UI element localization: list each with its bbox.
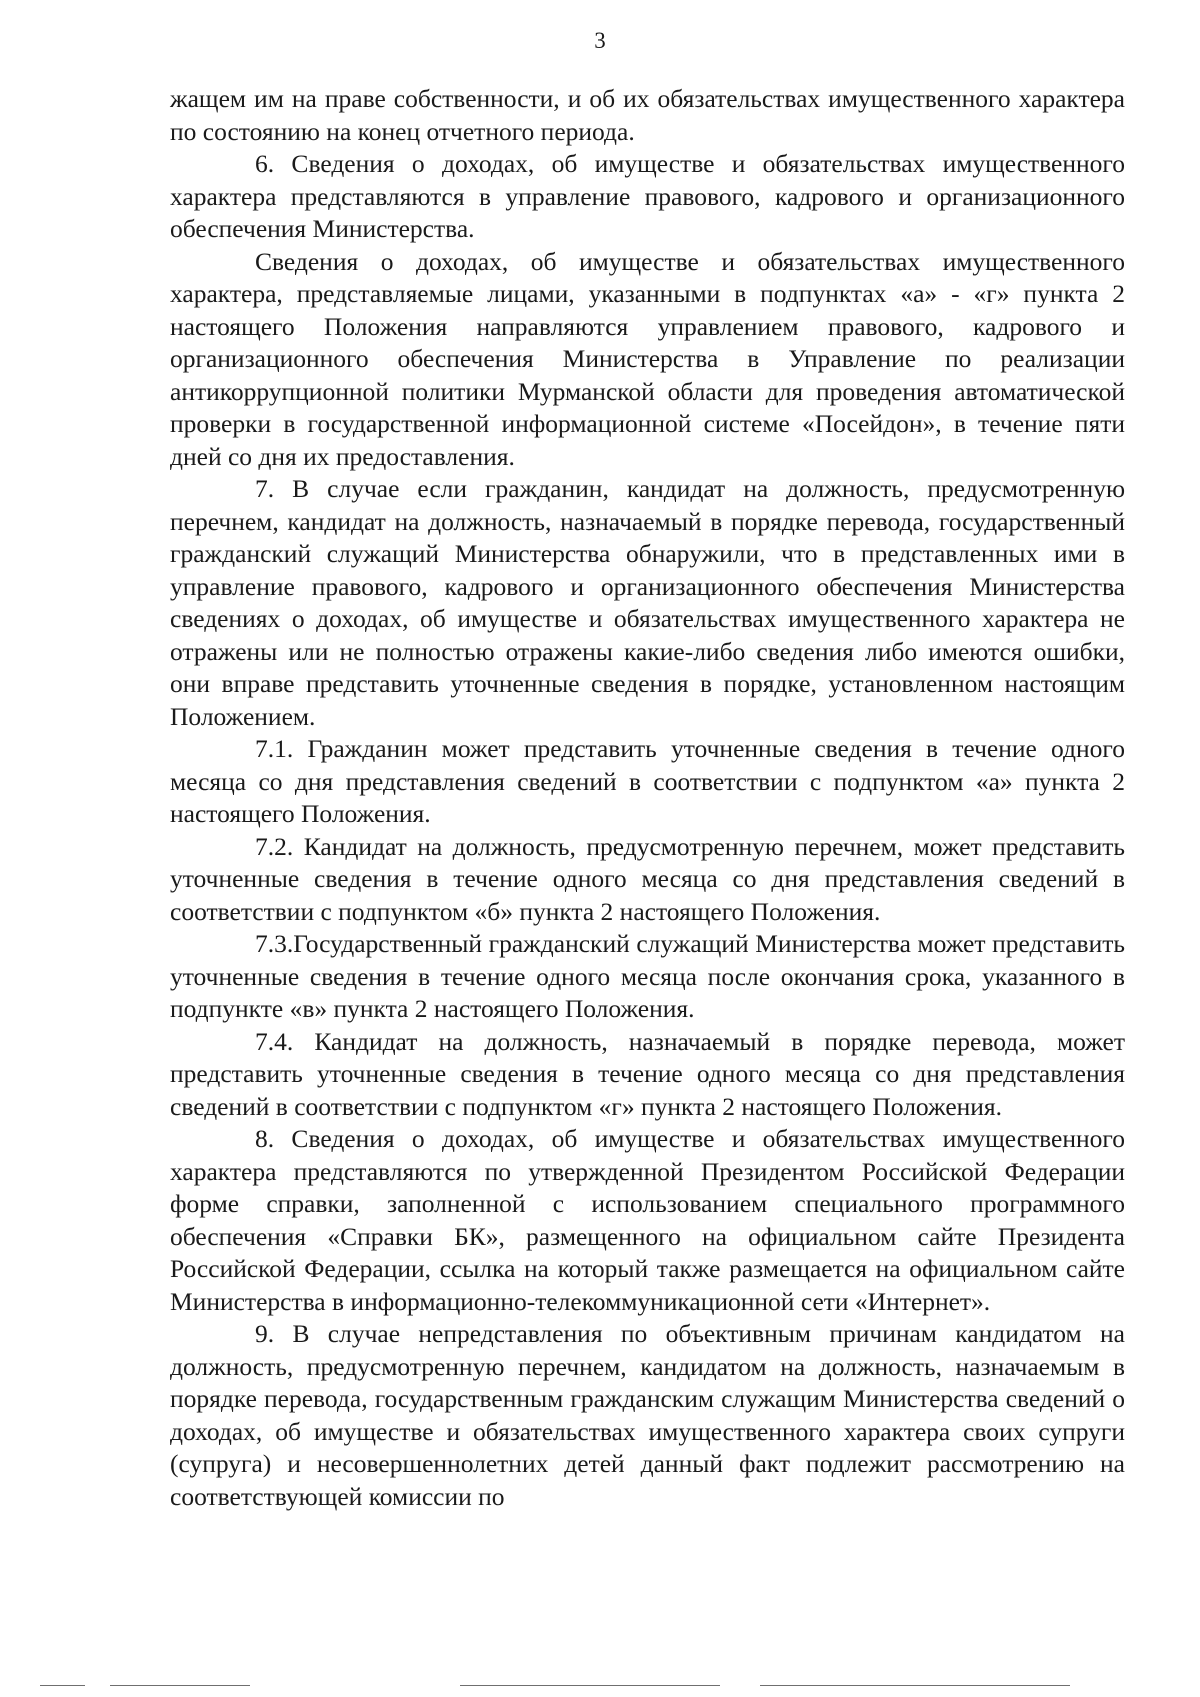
page-number: 3 [594, 28, 606, 53]
paragraph-item-7: 7. В случае если гражданин, кандидат на должность, предусмотренную перечнем, кандидат на должность, назначаемый в порядке перевода, государственный гражданский служащий Министерства обнаружили, что в представленных ими в управление правового, кадрового и организационного обеспечения Министерства сведениях о доходах, об имуществе и обязательствах имущественного характера не отражены или не полностью отражены какие-либо сведения либо имеются ошибки, они вправе представить уточненные сведения в порядке, установленном настоящим Положением. [170, 474, 1125, 731]
paragraph-continuation: жащем им на праве собственности, и об их обязательствах имущественного характера по состоянию на конец отчетного периода. [170, 84, 1125, 146]
paragraph-item-6-continued: Сведения о доходах, об имуществе и обязательствах имущественного характера, представляемые лицами, указанными в подпунктах «а» - «г» пункта 2 настоящего Положения направляются управлением правового, кадрового и организационного обеспечения Министерства в Управление по реализации антикоррупционной политики Мурманской области для проведения автоматической проверки в государственной информационной системе «Посейдон», в течение пяти дней со дня их предоставления. [170, 246, 1125, 471]
paragraph-item-7-3: 7.3.Государственный гражданский служащий Министерства может представить уточненные сведения в течение одного месяца после окончания срока, указанного в подпункте «в» пункта 2 настоящего Положения. [170, 929, 1125, 1023]
paragraph-item-7-1: 7.1. Гражданин может представить уточненные сведения в течение одного месяца со дня представления сведений в соответствии с подпунктом «а» пункта 2 настоящего Положения. [170, 734, 1125, 828]
paragraph-item-6: 6. Сведения о доходах, об имуществе и обязательствах имущественного характера представляются в управление правового, кадрового и организационного обеспечения Министерства. [170, 149, 1125, 243]
document-body [170, 83, 1125, 1513]
paragraph-item-7-2: 7.2. Кандидат на должность, предусмотренную перечнем, может представить уточненные сведения в течение одного месяца со дня представления сведений в соответствии с подпунктом «б» пункта 2 настоящего Положения. [170, 831, 1125, 926]
paragraph-item-7-4: 7.4. Кандидат на должность, назначаемый в порядке перевода, может представить уточненные сведения в течение одного месяца со дня представления сведений в соответствии с подпунктом «г» пункта 2 настоящего Положения. [170, 1026, 1125, 1121]
paragraph-item-9: 9. В случае непредставления по объективным причинам кандидатом на должность, предусмотренную перечнем, кандидатом на должность, назначаемым в порядке перевода, государственным гражданским служащим Министерства сведений о доходах, об имуществе и обязательствах имущественного характера своих супруги (супруга) и несовершеннолетних детей данный факт подлежит рассмотрению на соответствующей комиссии по [170, 1319, 1125, 1511]
scan-edge-segment [110, 1685, 250, 1686]
scan-edge-segment [460, 1685, 720, 1686]
paragraph-item-8: 8. Сведения о доходах, об имуществе и обязательствах имущественного характера представляются по утвержденной Президентом Российской Федерации форме справки, заполненной с использованием специального программного обеспечения «Справки БК», размещенного на официальном сайте Президента Российской Федерации, ссылка на который также размещается на официальном сайте Министерства в информационно-телекоммуникационной сети «Интернет». [170, 1124, 1125, 1316]
scan-edge-segment [760, 1685, 1070, 1686]
scan-edge-segment [40, 1685, 85, 1686]
